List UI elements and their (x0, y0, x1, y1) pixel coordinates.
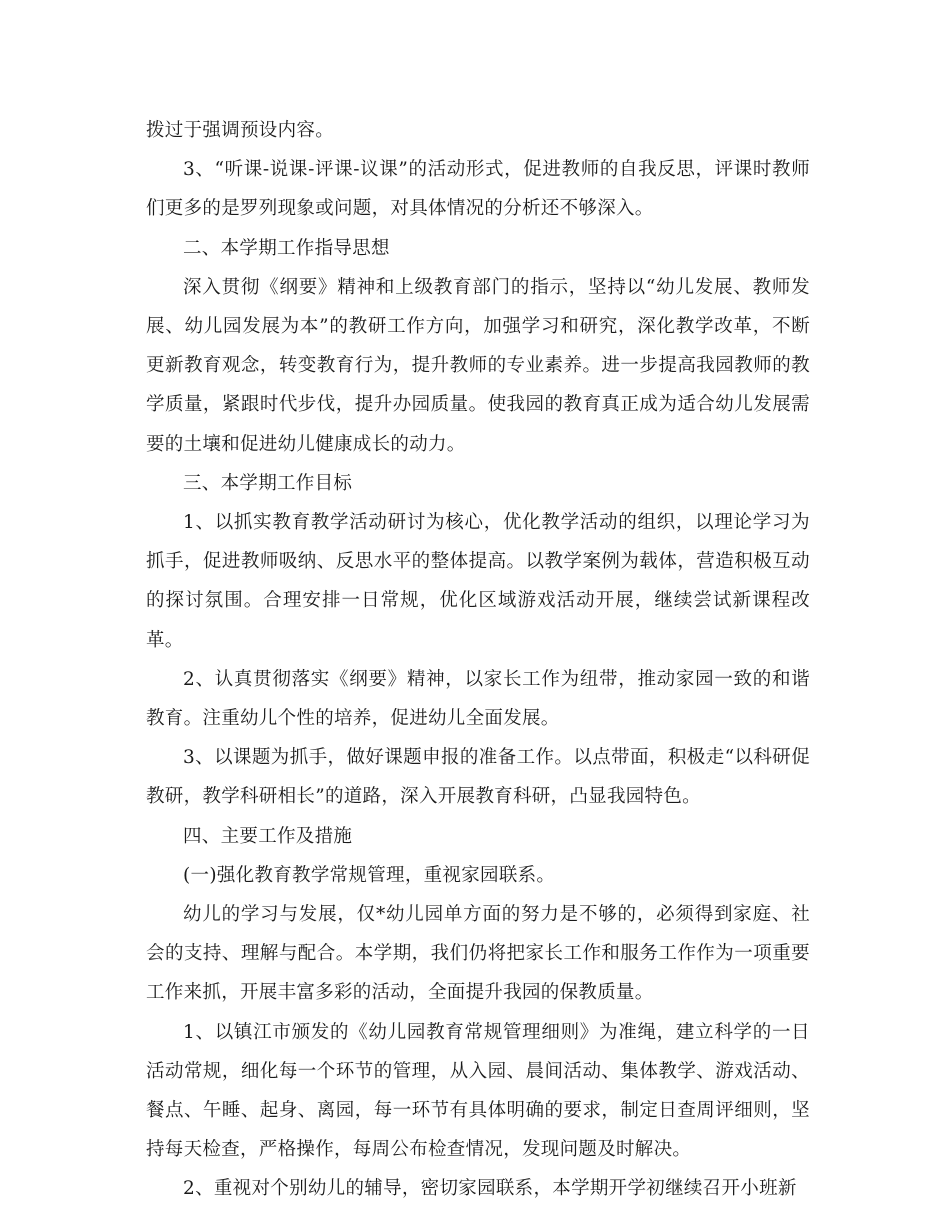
paragraph-continuation: 拨过于强调预设内容。 (146, 120, 335, 141)
paragraph-measure-2: 2、重视对个别幼儿的辅导，密切家园联系，本学期开学初继续召开小班新 (183, 1178, 797, 1200)
paragraph-goal-1: 1、以抓实教育教学活动研讨为核心，优化教学活动的组织，以理论学习为抓手，促进教师吸纳、反思水平的整体提高。以教学案例为载体，营造积极互动的探讨氛围。合理安排一日常规，优化区域游戏活动开展，继续尝试新课程改革。 (146, 512, 810, 651)
paragraph-guiding-thought: 深入贯彻《纲要》精神和上级教育部门的指示，坚持以“幼儿发展、教师发展、幼儿园发展为本”的教研工作方向，加强学习和研究，深化教学改革，不断更新教育观念，转变教育行为，提升教师的专业素养。进一步提高我园教师的教学质量，紧跟时代步伐，提升办园质量。使我园的教育真正成为适合幼儿发展需要的土壤和促进幼儿健康成长的动力。 (146, 276, 810, 455)
document-body (146, 111, 810, 1209)
subsection-heading-routine-management: (一)强化教育教学常规管理，重视家园联系。 (183, 864, 556, 886)
section-heading-measures: 四、主要工作及措施 (183, 825, 353, 847)
section-heading-guiding-thought: 二、本学期工作指导思想 (183, 237, 390, 259)
paragraph-item-3-lesson-forms: 3、“听课-说课-评课-议课”的活动形式，促进教师的自我反思，评课时教师们更多的是罗列现象或问题，对具体情况的分析还不够深入。 (146, 159, 810, 220)
paragraph-goal-2: 2、认真贯彻落实《纲要》精神，以家长工作为纽带，推动家园一致的和谐教育。注重幼儿个性的培养，促进幼儿全面发展。 (146, 668, 810, 730)
paragraph-measure-1: 1、以镇江市颁发的《幼儿园教育常规管理细则》为准绳，建立科学的一日活动常规，细化每一个环节的管理，从入园、晨间活动、集体教学、游戏活动、餐点、午睡、起身、离园，每一环节有具体明确的要求，制定日查周评细则，坚持每天检查，严格操作，每周公布检查情况，发现问题及时解决。 (146, 1021, 810, 1161)
paragraph-goal-3: 3、以课题为抓手，做好课题申报的准备工作。以点带面，积极走“以科研促教研，教学科研相长”的道路，深入开展教育科研，凸显我园特色。 (146, 747, 810, 808)
paragraph-family-cooperation: 幼儿的学习与发展，仅*幼儿园单方面的努力是不够的，必须得到家庭、社会的支持、理解与配合。本学期，我们仍将把家长工作和服务工作作为一项重要工作来抓，开展丰富多彩的活动，全面提升我园的保教质量。 (146, 904, 810, 1004)
section-heading-goals: 三、本学期工作目标 (183, 472, 353, 494)
